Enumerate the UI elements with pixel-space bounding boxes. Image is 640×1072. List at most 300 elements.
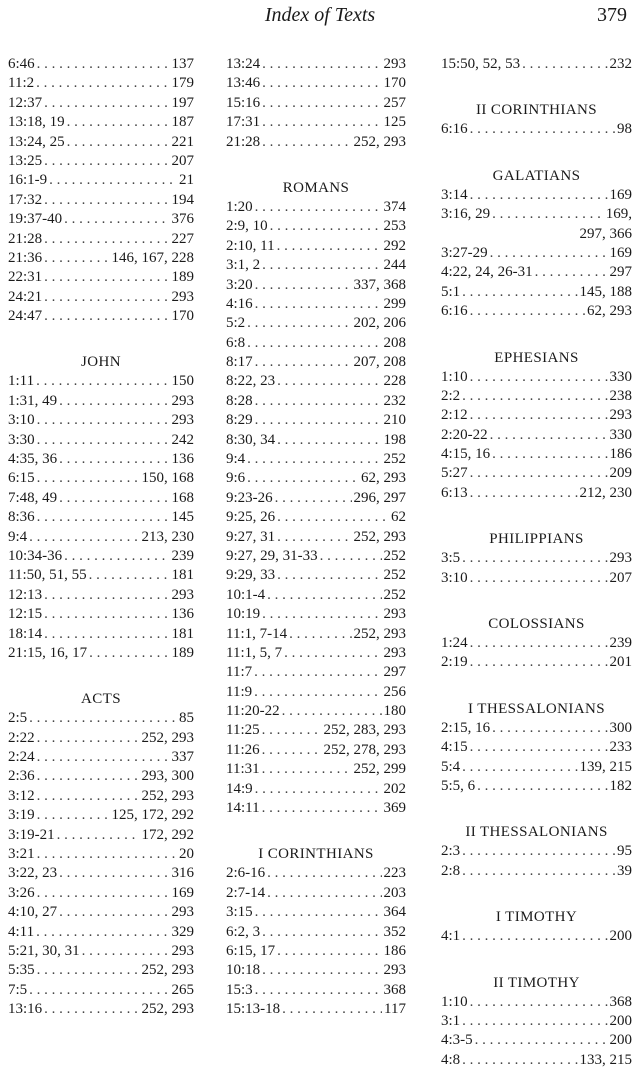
page-references: 179 <box>171 75 194 92</box>
page-references: 139, 215 <box>579 758 632 775</box>
page-references: 182 <box>609 777 632 794</box>
dot-leader <box>522 55 607 74</box>
index-entry <box>226 256 406 275</box>
page-references: 202 <box>383 780 406 797</box>
verse-reference: 10:34-36 <box>8 547 63 564</box>
index-entry <box>8 431 194 450</box>
dot-leader <box>267 586 381 605</box>
page-references: 125, 172, 292 <box>111 807 194 824</box>
dot-leader <box>462 842 615 861</box>
dot-leader <box>67 113 170 132</box>
index-entry <box>8 133 194 152</box>
dot-leader <box>462 927 607 946</box>
dot-leader <box>247 450 381 469</box>
index-entry <box>8 171 194 190</box>
verse-reference: 3:20 <box>226 276 253 293</box>
dot-leader <box>29 528 139 547</box>
section-heading: II THESSALONIANS <box>465 824 608 841</box>
index-entry <box>8 942 194 961</box>
page-references: 329 <box>171 923 194 940</box>
verse-reference: 2:22 <box>8 729 35 746</box>
index-entry <box>226 864 406 883</box>
section-heading: JOHN <box>81 354 121 371</box>
section-heading: II CORINTHIANS <box>475 102 597 119</box>
index-entry <box>226 903 406 922</box>
verse-reference: 4:3-5 <box>441 1032 473 1049</box>
dot-leader <box>59 903 169 922</box>
dot-leader <box>59 392 169 411</box>
verse-reference: 4:11 <box>8 923 35 940</box>
page-references: 223 <box>383 865 406 882</box>
dot-leader <box>470 464 608 483</box>
index-entry <box>226 94 406 113</box>
index-entry <box>226 528 406 547</box>
dot-leader <box>275 489 352 508</box>
verse-reference: 6:15, 17 <box>226 943 276 959</box>
dot-leader <box>44 249 109 268</box>
verse-reference: 12:37 <box>8 94 43 111</box>
page-references: 98 <box>617 121 632 138</box>
dot-leader <box>49 171 177 190</box>
page-references: 232 <box>609 55 632 72</box>
verse-reference: 3:10 <box>8 412 35 429</box>
page-references: 293 <box>383 962 406 979</box>
index-entry <box>8 113 194 132</box>
page-references: 293 <box>609 407 632 424</box>
page-references: 189 <box>171 644 194 661</box>
page-references: 252 <box>383 586 406 603</box>
page-references: 62, 293 <box>361 470 406 487</box>
dot-leader <box>277 942 381 961</box>
page-references: 253 <box>383 218 406 235</box>
page-references: 180 <box>383 703 406 720</box>
index-entry <box>8 469 194 488</box>
verse-reference: 19:37-40 <box>8 211 63 228</box>
dot-leader <box>462 1051 577 1070</box>
dot-leader <box>255 392 382 411</box>
index-entry <box>226 237 406 256</box>
verse-reference: 12:13 <box>8 586 43 603</box>
verse-reference: 11:31 <box>226 761 260 778</box>
verse-reference: 1:31, 49 <box>8 392 58 409</box>
page-references: 239 <box>609 635 632 652</box>
page-references: 293 <box>171 943 194 959</box>
dot-leader <box>277 566 381 585</box>
dot-leader <box>37 884 170 903</box>
page-references: 376 <box>171 211 194 228</box>
verse-reference: 13:16 <box>8 1001 43 1018</box>
page-header <box>0 0 640 36</box>
index-entry <box>441 368 632 387</box>
index-entry <box>226 295 406 314</box>
dot-leader <box>37 469 140 488</box>
dot-leader <box>37 729 140 748</box>
page-references: 368 <box>383 981 406 998</box>
dot-leader <box>470 634 608 653</box>
index-entry <box>441 387 632 406</box>
page-references: 242 <box>171 431 194 448</box>
section-heading: II TIMOTHY <box>493 974 580 991</box>
section-heading: I TIMOTHY <box>495 909 578 926</box>
page-number: 379 <box>597 4 627 26</box>
index-entry <box>226 741 406 760</box>
dot-leader <box>37 845 177 864</box>
page-references: 374 <box>383 198 406 215</box>
page-references: 297 <box>383 664 406 681</box>
index-entry <box>226 450 406 469</box>
index-column-1 <box>8 55 194 1020</box>
page-references: 330 <box>609 426 632 443</box>
verse-reference: 8:28 <box>226 392 253 409</box>
dot-leader <box>262 133 351 152</box>
page-references: 198 <box>383 431 406 448</box>
page-references: 252, 283, 293 <box>323 722 406 739</box>
page-references: 252 <box>383 451 406 468</box>
index-entry <box>8 586 194 605</box>
verse-reference: 3:26 <box>8 884 35 901</box>
index-entry <box>226 566 406 585</box>
dot-leader <box>64 210 169 229</box>
verse-reference: 2:20-22 <box>441 426 488 443</box>
dot-leader <box>262 923 381 942</box>
dot-leader <box>535 263 608 282</box>
verse-reference: 11:9 <box>226 683 253 700</box>
dot-leader <box>270 217 382 236</box>
page-references: 62 <box>391 509 406 526</box>
index-entry <box>8 806 194 825</box>
page-references: 181 <box>171 567 194 584</box>
dot-leader <box>254 683 381 702</box>
running-title: Index of Texts <box>264 4 376 26</box>
page-references: 169 <box>609 186 632 203</box>
verse-reference: 3:19 <box>8 807 35 824</box>
verse-reference: 11:1, 7-14 <box>226 625 288 642</box>
page-references: 62, 293 <box>587 303 632 320</box>
dot-leader <box>255 295 382 314</box>
verse-reference: 10:19 <box>226 606 261 623</box>
verse-reference: 9:25, 26 <box>226 509 276 526</box>
index-entry <box>8 152 194 171</box>
dot-leader <box>44 307 169 326</box>
verse-reference: 2:12 <box>441 407 468 424</box>
index-entry <box>441 653 632 672</box>
dot-leader <box>89 566 170 585</box>
dot-leader <box>255 276 352 295</box>
page-references: 368 <box>609 993 632 1010</box>
index-entry <box>8 55 194 74</box>
verse-reference: 1:24 <box>441 635 468 652</box>
dot-leader <box>262 74 381 93</box>
index-entry <box>226 942 406 961</box>
page-references: 300 <box>609 719 632 736</box>
index-entry <box>8 729 194 748</box>
dot-leader <box>44 268 169 287</box>
index-entry <box>226 353 406 372</box>
verse-reference: 11:1, 5, 7 <box>226 644 283 661</box>
page-references: 146, 167, 228 <box>111 249 194 266</box>
verse-reference: 8:29 <box>226 412 253 429</box>
verse-reference: 6:15 <box>8 470 35 487</box>
index-entry <box>226 760 406 779</box>
dot-leader <box>462 1012 607 1031</box>
dot-leader <box>289 625 351 644</box>
dot-leader <box>277 508 389 527</box>
verse-reference: 21:28 <box>226 133 261 150</box>
index-entry <box>226 683 406 702</box>
verse-reference: 16:1-9 <box>8 172 48 189</box>
index-entry <box>441 55 632 74</box>
verse-reference: 13:24, 25 <box>8 133 65 150</box>
page-references: 187 <box>171 114 194 131</box>
verse-reference: 7:48, 49 <box>8 489 58 506</box>
verse-reference: 2:3 <box>441 843 461 860</box>
page-references: 85 <box>179 710 194 727</box>
page-references: 137 <box>171 55 194 72</box>
verse-reference: 2:36 <box>8 768 35 785</box>
index-entry <box>8 372 194 391</box>
verse-reference: 4:15, 16 <box>441 446 491 463</box>
dot-leader <box>44 1000 139 1019</box>
dot-leader <box>490 426 608 445</box>
index-entry <box>226 644 406 663</box>
page-references: 265 <box>171 981 194 998</box>
index-entry <box>8 768 194 787</box>
page-references: 232 <box>383 392 406 409</box>
verse-reference: 4:8 <box>441 1051 461 1068</box>
index-entry <box>8 709 194 728</box>
index-entry <box>441 445 632 464</box>
section-heading: PHILIPPIANS <box>489 531 584 548</box>
index-entry <box>8 249 194 268</box>
verse-reference: 11:26 <box>226 741 260 758</box>
page-references: 238 <box>609 387 632 404</box>
index-entry <box>441 120 632 139</box>
verse-reference: 8:30, 34 <box>226 431 276 448</box>
index-entry <box>8 528 194 547</box>
index-entry <box>441 549 632 568</box>
verse-reference: 2:5 <box>8 710 28 727</box>
index-entry <box>226 489 406 508</box>
section-heading: COLOSSIANS <box>488 616 585 633</box>
section-heading: ACTS <box>81 691 121 708</box>
index-entry <box>8 74 194 93</box>
verse-reference: 6:16 <box>441 121 468 138</box>
index-entry <box>8 307 194 326</box>
index-entry <box>8 230 194 249</box>
page-references: 202, 206 <box>353 315 406 332</box>
verse-reference: 6:46 <box>8 55 35 72</box>
index-entry <box>226 605 406 624</box>
dot-leader <box>37 768 140 787</box>
page-references: 172, 292 <box>141 826 194 843</box>
verse-reference: 4:10, 27 <box>8 904 58 921</box>
dot-leader <box>262 722 322 741</box>
verse-reference: 11:2 <box>8 75 35 92</box>
index-entry <box>441 244 632 263</box>
page-references: 213, 230 <box>141 528 194 545</box>
page-references: 200 <box>609 928 632 945</box>
verse-reference: 1:20 <box>226 198 253 215</box>
page-references: 252 <box>383 547 406 564</box>
dot-leader <box>255 411 382 430</box>
page-references: 150, 168 <box>141 470 194 487</box>
page-references: 169 <box>171 884 194 901</box>
verse-reference: 2:24 <box>8 749 35 766</box>
dot-leader <box>29 709 177 728</box>
page-references: 117 <box>384 1001 406 1018</box>
dot-leader <box>44 94 169 113</box>
index-entry <box>8 787 194 806</box>
index-entry <box>226 663 406 682</box>
verse-reference: 21:36 <box>8 249 43 266</box>
verse-reference: 3:1 <box>441 1012 461 1029</box>
verse-reference: 3:27-29 <box>441 244 488 261</box>
verse-reference: 10:18 <box>226 962 261 979</box>
page-references: 239 <box>171 547 194 564</box>
dot-leader <box>470 569 608 588</box>
verse-reference: 1:10 <box>441 368 468 385</box>
page-references: 293 <box>383 644 406 661</box>
index-entry <box>226 722 406 741</box>
index-entry <box>8 1000 194 1019</box>
page-references: 207, 208 <box>353 354 406 371</box>
dot-leader <box>255 903 382 922</box>
dot-leader <box>262 741 322 760</box>
page-references: 252, 293 <box>141 787 194 804</box>
index-entry <box>8 923 194 942</box>
index-entry <box>441 426 632 445</box>
index-entry <box>441 283 632 302</box>
index-entry <box>226 780 406 799</box>
index-entry <box>8 508 194 527</box>
page-references: 227 <box>171 230 194 247</box>
dot-leader <box>490 244 608 263</box>
page-references: 316 <box>171 865 194 882</box>
page-references: 212, 230 <box>579 484 632 501</box>
verse-reference: 6:8 <box>226 334 246 351</box>
page-references: 252, 278, 293 <box>323 741 406 758</box>
dot-leader <box>37 787 140 806</box>
page-references: 209 <box>609 465 632 482</box>
index-entry <box>441 205 632 224</box>
verse-reference: 4:1 <box>441 928 461 945</box>
dot-leader <box>37 508 170 527</box>
index-entry <box>226 113 406 132</box>
index-entry <box>441 1031 632 1050</box>
index-entry <box>441 1051 632 1070</box>
verse-reference: 21:15, 16, 17 <box>8 644 88 661</box>
page-references-continued: 297, 366 <box>579 225 632 242</box>
index-entry <box>8 392 194 411</box>
index-entry <box>441 634 632 653</box>
index-column-2 <box>226 55 406 1020</box>
verse-reference: 9:6 <box>226 470 246 487</box>
page-references: 210 <box>383 412 406 429</box>
dot-leader <box>44 230 169 249</box>
page-references: 299 <box>383 295 406 312</box>
verse-reference: 8:17 <box>226 354 253 371</box>
page-references: 293 <box>171 904 194 921</box>
index-entry <box>226 314 406 333</box>
verse-reference: 10:1-4 <box>226 586 266 603</box>
page-references: 293 <box>383 606 406 623</box>
index-entry <box>441 484 632 503</box>
verse-reference: 9:29, 33 <box>226 567 276 584</box>
dot-leader <box>277 372 381 391</box>
page-references: 252, 293 <box>353 133 406 150</box>
verse-reference: 13:46 <box>226 75 261 92</box>
index-entry <box>226 217 406 236</box>
page-references: 293 <box>609 550 632 567</box>
page-references: 95 <box>617 843 632 860</box>
dot-leader <box>89 644 169 663</box>
verse-reference: 9:4 <box>8 528 28 545</box>
index-entry <box>8 450 194 469</box>
verse-reference: 17:32 <box>8 191 43 208</box>
dot-leader <box>37 748 170 767</box>
page-references: 189 <box>171 269 194 286</box>
page-references: 228 <box>383 373 406 390</box>
section-heading: EPHESIANS <box>494 349 579 366</box>
index-entry <box>226 411 406 430</box>
index-entry <box>441 1012 632 1031</box>
verse-reference: 2:10, 11 <box>226 237 275 254</box>
page-references: 257 <box>383 94 406 111</box>
page-references: 293 <box>171 392 194 409</box>
page-references: 252, 299 <box>353 761 406 778</box>
section-heading: I THESSALONIANS <box>468 700 605 717</box>
page-references: 292 <box>383 237 406 254</box>
dot-leader <box>277 431 381 450</box>
verse-reference: 9:23-26 <box>226 489 273 506</box>
index-entry <box>226 431 406 450</box>
verse-reference: 2:7-14 <box>226 884 266 901</box>
index-entry <box>226 799 406 818</box>
dot-leader <box>44 586 169 605</box>
verse-reference: 13:18, 19 <box>8 114 65 131</box>
dot-leader <box>57 826 140 845</box>
page-references: 297 <box>609 264 632 281</box>
page-references: 207 <box>609 569 632 586</box>
verse-reference: 22:31 <box>8 269 43 286</box>
index-entry <box>441 927 632 946</box>
verse-reference: 4:22, 24, 26-31 <box>441 264 533 281</box>
verse-reference: 4:35, 36 <box>8 451 58 468</box>
index-entry <box>441 758 632 777</box>
index-entry <box>226 961 406 980</box>
dot-leader <box>262 799 382 818</box>
verse-reference: 2:19 <box>441 654 468 671</box>
page-references: 252, 293 <box>141 962 194 979</box>
dot-leader <box>255 780 382 799</box>
index-entry <box>8 288 194 307</box>
index-entry <box>226 1000 406 1019</box>
index-entry <box>441 719 632 738</box>
dot-leader <box>247 334 381 353</box>
index-entry <box>226 547 406 566</box>
verse-reference: 3:30 <box>8 431 35 448</box>
page-references: 293 <box>171 586 194 603</box>
index-column-3 <box>441 55 632 1070</box>
index-entry <box>226 469 406 488</box>
page-references: 256 <box>383 683 406 700</box>
page-references: 252, 293 <box>353 528 406 545</box>
index-entry <box>8 489 194 508</box>
index-entry <box>226 372 406 391</box>
page-references: 207 <box>171 152 194 169</box>
page-references: 201 <box>609 654 632 671</box>
verse-reference: 4:16 <box>226 295 253 312</box>
